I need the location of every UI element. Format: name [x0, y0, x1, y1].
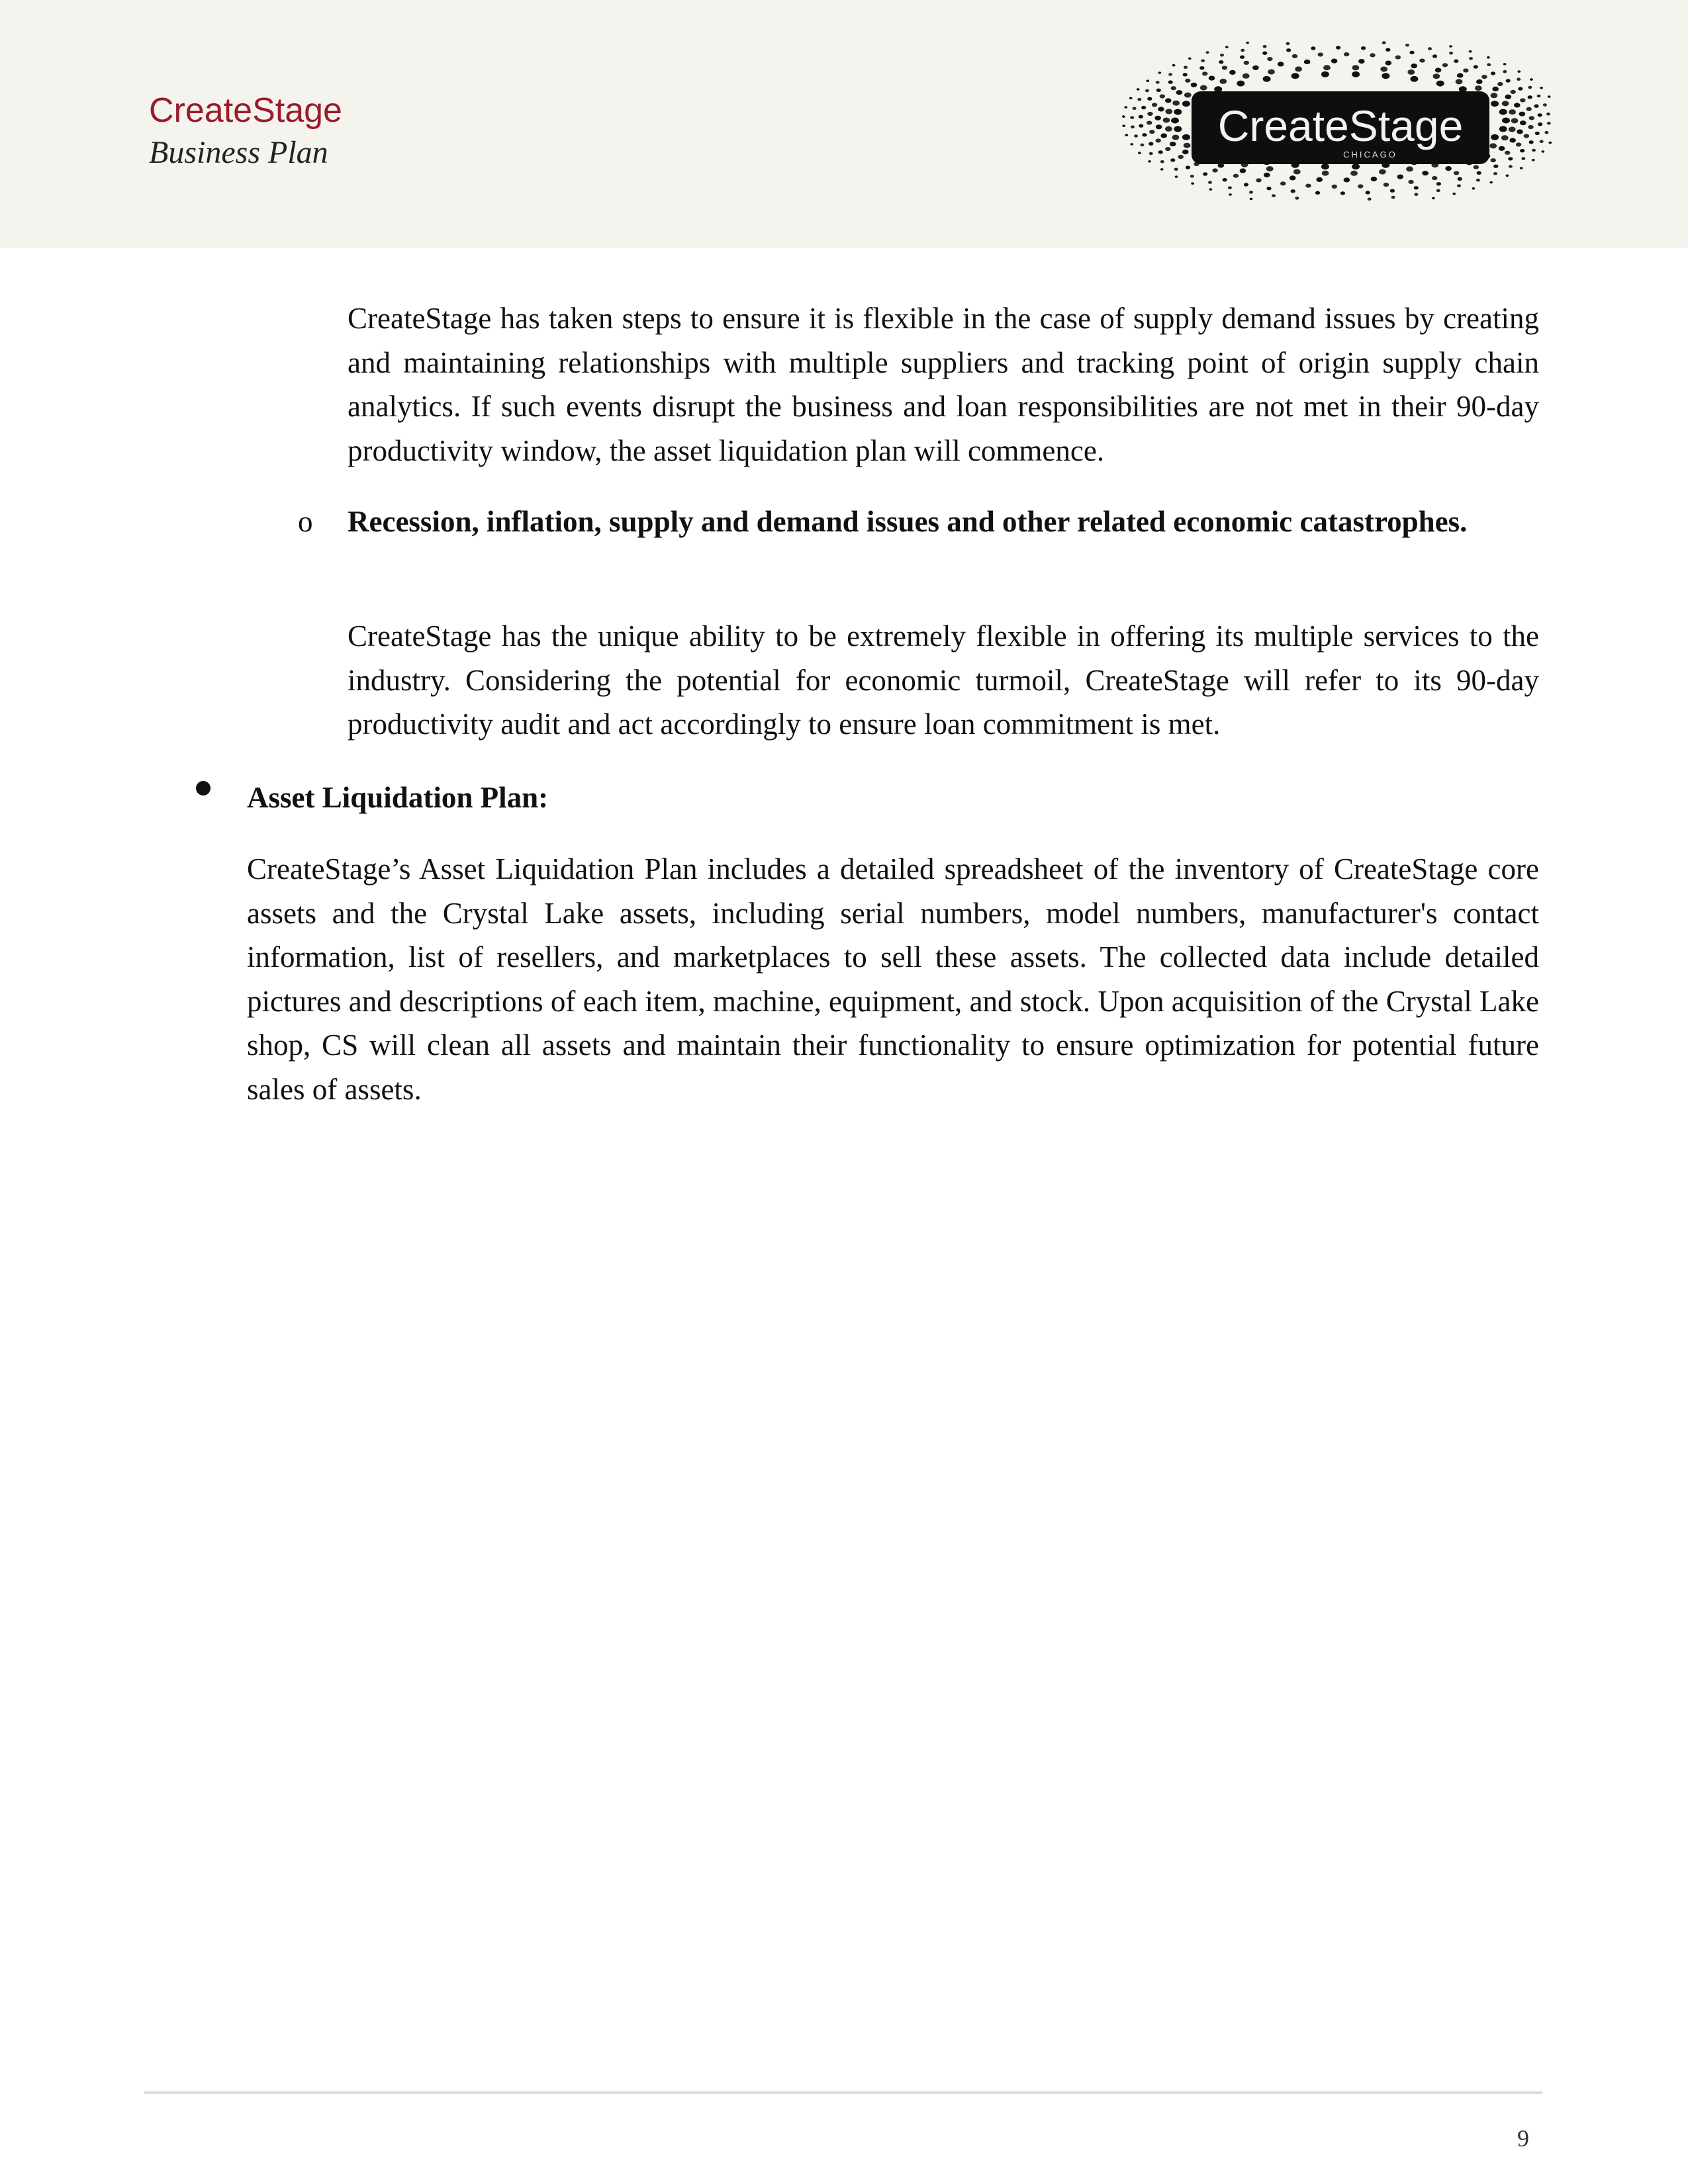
logo-wordmark: CreateStage	[1217, 101, 1464, 150]
paragraph-asset-liquidation: CreateStage’s Asset Liquidation Plan includes a detailed spreadsheet of the inventory of CreateStage core assets and the Crystal Lake assets, including serial numbers, model numbers, manufacturer's contact information, list of resellers, and marketplaces to sell these assets. The collected data include detailed pictures and descriptions of each item, machine, equipment, and stock. Upon acquisition of the Crystal Lake shop, CS will clean all assets and maintain their functionality to ensure optimization for potential future sales of assets.	[247, 852, 1539, 1106]
logo-subtext: CHICAGO	[1343, 150, 1397, 159]
page-number: 9	[1517, 2125, 1529, 2152]
risk-heading-recession: Recession, inflation, supply and demand issues and other related economic catastrophes.	[348, 505, 1468, 538]
paragraph-recession-response: CreateStage has the unique ability to be extremely flexible in offering its multiple services to the industry. Considering the potential for economic turmoil, CreateStage will refer to its 90-day productivity audit and act accordingly to ensure loan commitment is met.	[348, 619, 1539, 741]
sub-bullet-marker: o	[298, 505, 313, 538]
bullet-dot-icon	[196, 781, 211, 796]
page-header	[0, 0, 1688, 248]
header-brand-name: CreateStage	[149, 91, 342, 130]
createstage-logo	[1112, 40, 1556, 202]
header-subtitle: Business Plan	[149, 135, 328, 170]
footer-divider	[144, 2091, 1542, 2094]
paragraph-supply-flexibility: CreateStage has taken steps to ensure it is flexible in the case of supply demand issues by creating and maintaining relationships with multiple suppliers and tracking point of origin supply chain analytics. If such events disrupt the business and loan responsibilities are not met in their 90-day productivity window, the asset liquidation plan will commence.	[348, 302, 1539, 467]
section-heading-asset-liquidation: Asset Liquidation Plan:	[247, 781, 549, 814]
